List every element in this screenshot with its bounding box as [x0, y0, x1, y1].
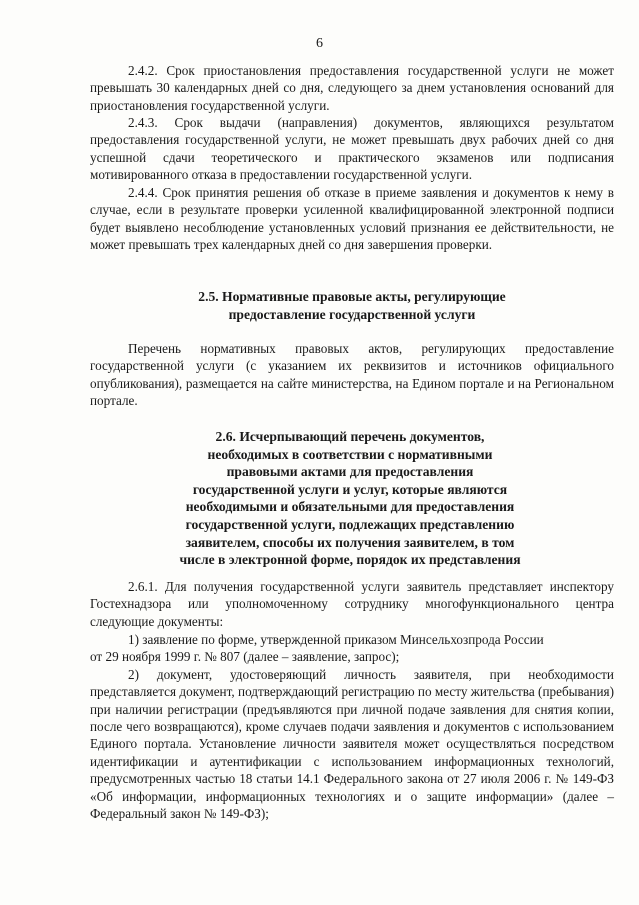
list-item-1-line-1: 1) заявление по форме, утвержденной приказом Минсельхозпрода России [128, 632, 544, 647]
heading-line: 2.5. Нормативные правовые акты, регулирующие [198, 289, 506, 304]
heading-line: 2.6. Исчерпывающий перечень документов, [215, 429, 485, 444]
paragraph-2-6-1: 2.6.1. Для получения государственной услуги заявитель представляет инспектору Гостехнадзора или уполномоченному сотруднику многофункционального центра следующие документы: [90, 579, 614, 629]
list-item-1-line-2: от 29 ноября 1999 г. № 807 (далее – заявление, запрос); [90, 649, 400, 665]
heading-line: числе в электронной форме, порядок их представления [179, 552, 521, 568]
heading-line: правовыми актами для предоставления [226, 464, 474, 480]
page-number: 6 [316, 36, 323, 51]
section-heading-2-5 [90, 288, 614, 323]
heading-line: государственной услуги и услуг, которые являются [192, 481, 508, 497]
heading-line: необходимыми и обязательными для предоставления [185, 499, 515, 515]
paragraph-2-4-4: 2.4.4. Срок принятия решения об отказе в приеме заявления и документов к нему в случае, если в результате проверки усиленной квалифицированной электронной подписи будет выявлено несоблюдение установленных условий признания ее действительности, не может превышать трех календарных дней со дня завершения проверки. [90, 185, 614, 253]
paragraph-2-4-3: 2.4.3. Срок выдачи (направления) документов, являющихся результатом предоставления государственной услуги, не может превышать двух рабочих дней со дня успешной сдачи теоретического и практического экзаменов или подписания мотивированного отказа в предоставлении государственной услуги. [90, 115, 614, 183]
paragraph-2-4-2: 2.4.2. Срок приостановления предоставления государственной услуги не может превышать 30 календарных дней со дня, следующего за днем установления оснований для приостановления государственной услуги. [90, 63, 614, 113]
heading-line: государственной услуги, подлежащих представлению [185, 516, 515, 532]
document-list [90, 631, 614, 822]
heading-line: необходимых в соответствии с нормативными [207, 446, 493, 462]
heading-line: заявителем, способы их получения заявителем, в том [185, 534, 515, 550]
section-heading-2-6 [130, 428, 570, 569]
list-item-2: 2) документ, удостоверяющий личность заявителя, при необходимости представляется документ, подтверждающий регистрацию по месту жительства (пребывания) при наличии регистрации (предъявляются при личной подаче заявления для снятия копии, после чего возвращаются), кроме случаев подачи заявления и документов с использованием Единого портала. Установление личности заявителя может осуществляться посредством идентификации и аутентификации с использованием информационных технологий, предусмотренных частью 18 статьи 14.1 Федерального закона от 27 июля 2006 г. № 149-ФЗ «Об информации, информационных технологиях и о защите информации» (далее – Федеральный закон № 149-ФЗ); [90, 666, 614, 822]
paragraph-2-5-body: Перечень нормативных правовых актов, регулирующих предоставление государственной услуги (с указанием их реквизитов и источников официального опубликования), размещается на сайте министерства, на Едином портале и на Региональном портале. [90, 341, 614, 409]
heading-line: предоставление государственной услуги [228, 306, 476, 322]
